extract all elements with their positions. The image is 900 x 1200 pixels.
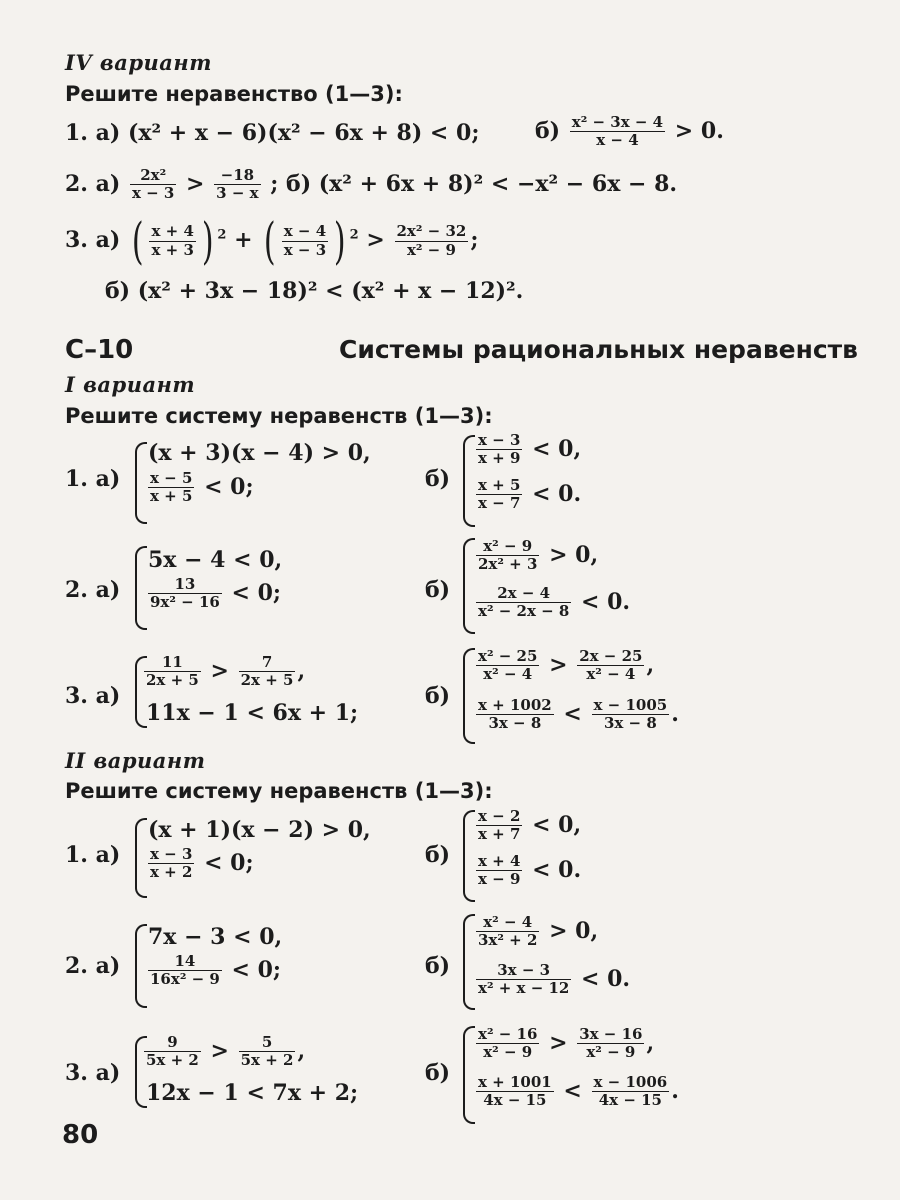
- v2-p3a-line2: 12x − 1 < 7x + 2;: [146, 1080, 359, 1106]
- v1-p1b-line1: [474, 432, 581, 468]
- v2-p1a-fraction: [148, 846, 194, 882]
- v2-p1-label: 1. а): [65, 842, 121, 868]
- v2-p2b-fraction-1: [476, 914, 539, 950]
- numerator: 2x² − 32: [396, 222, 467, 241]
- v4-p2a-relation: >: [186, 170, 205, 197]
- relation: < 0;: [204, 473, 254, 500]
- v2-p1a-line2: [146, 846, 254, 882]
- numerator: 2x − 4: [497, 584, 551, 602]
- denominator: 9x² − 16: [150, 593, 220, 612]
- v4-problem-3b: б) (x² + 3x − 18)² < (x² + x − 12)².: [105, 278, 524, 304]
- square-exponent: 2: [217, 227, 227, 243]
- v1-p2b-line2: [474, 585, 630, 621]
- denominator: x − 3: [131, 184, 175, 203]
- v4-p2b-text: ; б) (x² + 6x + 8)² < −x² − 6x − 8.: [270, 170, 678, 197]
- v1-p3-label: 3. а): [65, 683, 121, 709]
- denominator: 4x − 15: [476, 1091, 554, 1109]
- relation: >: [549, 651, 568, 678]
- v4-problem-3a: [65, 212, 479, 270]
- numerator: x − 4: [283, 222, 327, 241]
- v4-p3a-fraction-2: [282, 223, 328, 259]
- numerator: 14: [174, 952, 196, 970]
- v1-p2-label: 2. а): [65, 577, 121, 603]
- v4-problem-2: [65, 167, 677, 203]
- section-title: Системы рациональных неравенств: [338, 335, 858, 364]
- numerator: x² − 16: [478, 1025, 538, 1043]
- denominator: x² − 9: [577, 1043, 644, 1061]
- page-number: 80: [62, 1120, 99, 1150]
- v1-p2b-fraction-2: [476, 585, 571, 621]
- v1-p1a-fraction: [148, 470, 194, 506]
- period: .: [671, 1077, 679, 1104]
- variant-4-instruction: Решите неравенство (1—3):: [65, 82, 403, 106]
- denominator: 3x − 8: [476, 714, 554, 732]
- v2-p1a-line1: (x + 1)(x − 2) > 0,: [148, 817, 371, 843]
- v2-p2b-fraction-2: [476, 962, 571, 998]
- denominator: 3 − x: [216, 184, 259, 203]
- variant-4-heading: IV вариант: [65, 50, 212, 75]
- v2-p3a-fraction-2: [239, 1034, 296, 1070]
- v4-problem-1a: [65, 120, 479, 146]
- variant-2-instruction: Решите систему неравенств (1—3):: [65, 779, 493, 803]
- v2-p2b-label: б): [425, 953, 451, 979]
- v2-p2-label: 2. а): [65, 953, 121, 979]
- relation: < 0.: [581, 965, 631, 992]
- relation: < 0,: [532, 811, 582, 838]
- v4-p2a-fraction-2: [214, 167, 260, 203]
- relation: < 0.: [532, 856, 582, 883]
- v4-p3-label: 3. а): [65, 227, 121, 253]
- denominator: x − 4: [570, 131, 665, 149]
- denominator: 2x + 5: [146, 671, 199, 690]
- denominator: x² − 9: [395, 241, 469, 259]
- v2-p3b-line2: [474, 1074, 679, 1110]
- v4-p3a-relation: >: [366, 227, 385, 253]
- plus-sign: +: [234, 227, 253, 253]
- v1-p3b-line2: [474, 697, 679, 733]
- square-exponent: 2: [349, 227, 359, 243]
- v4-p1b-fraction: [570, 114, 665, 150]
- denominator: 5x + 2: [240, 1051, 294, 1070]
- v1-p2b-label: б): [425, 577, 451, 603]
- v4-p1b-relation: > 0.: [674, 117, 724, 144]
- v2-p2a-line1: 7x − 3 < 0,: [148, 924, 283, 950]
- v1-p3b-fraction-4: [592, 697, 670, 733]
- v1-p2b-line1: [474, 538, 598, 574]
- variant-2-heading: II вариант: [65, 748, 206, 773]
- denominator: 16x² − 9: [150, 970, 220, 989]
- v2-p3b-line1: [474, 1026, 654, 1062]
- v1-p3b-fraction-2: [577, 648, 644, 684]
- v2-p3b-fraction-4: [592, 1074, 670, 1110]
- v1-p2a-line2: [146, 576, 281, 612]
- left-paren-icon: (: [264, 212, 276, 270]
- numerator: x² − 4: [483, 913, 533, 931]
- v2-p3b-fraction-3: [476, 1074, 554, 1110]
- numerator: x + 1001: [478, 1073, 552, 1091]
- v1-p1b-line2: [474, 477, 581, 513]
- v2-p1b-line1: [474, 808, 581, 844]
- numerator: 13: [174, 575, 196, 593]
- v1-p1b-fraction-2: [476, 477, 522, 513]
- denominator: x + 5: [150, 487, 193, 506]
- v2-p3b-fraction-1: [476, 1026, 539, 1062]
- v1-p1-label: 1. а): [65, 466, 121, 492]
- v4-p1a-text: 1. а) (x² + x − 6)(x² − 6x + 8) < 0;: [65, 120, 480, 146]
- denominator: x − 3: [283, 240, 327, 259]
- denominator: 3x − 8: [592, 714, 670, 732]
- relation: < 0.: [532, 480, 582, 507]
- numerator: x + 4: [478, 852, 521, 870]
- relation: > 0,: [549, 541, 599, 568]
- variant-1-instruction: Решите систему неравенств (1—3):: [65, 404, 493, 428]
- v2-p2a-fraction: [148, 953, 222, 989]
- relation: < 0;: [204, 849, 254, 876]
- denominator: x + 9: [478, 449, 521, 468]
- denominator: x + 2: [150, 863, 193, 882]
- left-paren-icon: (: [131, 212, 144, 270]
- denominator: 5x + 2: [146, 1051, 199, 1070]
- relation: >: [210, 1037, 229, 1064]
- relation: > 0,: [549, 917, 599, 944]
- comma: ,: [297, 1037, 306, 1064]
- period: .: [671, 700, 679, 727]
- v1-p1b-fraction-1: [476, 432, 522, 468]
- v1-p3b-line1: [474, 648, 654, 684]
- comma: ,: [646, 651, 655, 678]
- v2-p3b-label: б): [425, 1060, 451, 1086]
- v1-p3a-line1: [142, 654, 305, 690]
- v2-p1b-line2: [474, 853, 581, 889]
- v1-p1a-line2: [146, 470, 254, 506]
- v2-p2a-line2: [146, 953, 281, 989]
- denominator: x − 9: [478, 870, 521, 889]
- denominator: x − 7: [478, 494, 521, 513]
- relation: < 0.: [581, 588, 631, 615]
- numerator: 3x − 3: [497, 961, 551, 979]
- numerator: x − 5: [150, 469, 193, 487]
- v4-p2-label: 2. а): [65, 170, 121, 197]
- numerator: 7: [261, 653, 273, 671]
- denominator: x² − 2x − 8: [478, 602, 570, 621]
- v1-p3a-fraction-1: [144, 654, 201, 690]
- relation: >: [210, 657, 229, 684]
- right-paren-icon: ): [334, 212, 346, 270]
- relation: < 0;: [231, 579, 282, 606]
- denominator: 4x − 15: [592, 1091, 670, 1109]
- v1-p3b-fraction-1: [476, 648, 539, 684]
- v1-p3b-label: б): [425, 683, 451, 709]
- numerator: x² − 9: [483, 537, 533, 555]
- v2-p3-label: 3. а): [65, 1060, 121, 1086]
- comma: ,: [297, 657, 306, 684]
- relation: <: [563, 1077, 582, 1104]
- comma: ,: [646, 1029, 655, 1056]
- relation: <: [563, 700, 582, 727]
- denominator: x + 3: [151, 240, 194, 259]
- semicolon: ;: [470, 227, 479, 253]
- v1-p3a-line2: 11x − 1 < 6x + 1;: [146, 700, 359, 726]
- numerator: x² − 3x − 4: [571, 113, 664, 131]
- denominator: x + 7: [478, 825, 521, 844]
- v4-problem-1b: [535, 114, 724, 150]
- v2-p1b-fraction-2: [476, 853, 522, 889]
- denominator: x² − 4: [476, 665, 539, 683]
- v2-p3a-fraction-1: [144, 1034, 201, 1070]
- numerator: −18: [220, 166, 255, 184]
- v2-p2b-line1: [474, 914, 598, 950]
- numerator: x + 1002: [478, 696, 552, 714]
- right-paren-icon: ): [201, 212, 214, 270]
- relation: < 0,: [532, 435, 582, 462]
- numerator: x + 4: [151, 222, 194, 241]
- v4-p2a-fraction-1: [130, 167, 176, 203]
- denominator: 2x² + 3: [478, 555, 538, 574]
- numerator: 9: [167, 1033, 178, 1051]
- numerator: x² − 25: [478, 647, 538, 665]
- denominator: x² − 4: [577, 665, 644, 683]
- v2-p3b-fraction-2: [577, 1026, 644, 1062]
- numerator: x − 1006: [593, 1073, 668, 1091]
- v1-p2b-fraction-1: [476, 538, 539, 574]
- numerator: x − 2: [478, 807, 521, 825]
- numerator: x + 5: [478, 476, 521, 494]
- v2-p1b-label: б): [425, 842, 451, 868]
- v1-p1a-line1: (x + 3)(x − 4) > 0,: [148, 440, 371, 466]
- v2-p2b-line2: [474, 962, 630, 998]
- v1-p2a-fraction: [148, 576, 222, 612]
- denominator: x² + x − 12: [478, 979, 570, 998]
- variant-1-heading: I вариант: [65, 372, 196, 397]
- numerator: x − 1005: [593, 696, 668, 714]
- numerator: 2x²: [140, 166, 167, 184]
- v1-p2a-line1: 5x − 4 < 0,: [148, 547, 283, 573]
- v1-p1b-label: б): [425, 466, 451, 492]
- relation: >: [549, 1029, 568, 1056]
- numerator: 5: [261, 1033, 273, 1051]
- v4-p3a-fraction-1: [149, 223, 195, 259]
- numerator: 2x − 25: [579, 647, 643, 665]
- denominator: 2x + 5: [240, 671, 294, 690]
- numerator: 11: [161, 653, 183, 671]
- v4-p1b-label: б): [535, 117, 561, 144]
- v1-p3a-fraction-2: [239, 654, 296, 690]
- numerator: x − 3: [150, 845, 193, 863]
- numerator: 3x − 16: [579, 1025, 643, 1043]
- v2-p3a-line1: [142, 1034, 305, 1070]
- v4-p3a-fraction-3: [395, 223, 469, 259]
- relation: < 0;: [231, 956, 282, 983]
- section-code: С–10: [65, 335, 134, 365]
- v1-p3b-fraction-3: [476, 697, 554, 733]
- denominator: 3x² + 2: [478, 931, 538, 950]
- numerator: x − 3: [478, 431, 521, 449]
- denominator: x² − 9: [476, 1043, 539, 1061]
- v2-p1b-fraction-1: [476, 808, 522, 844]
